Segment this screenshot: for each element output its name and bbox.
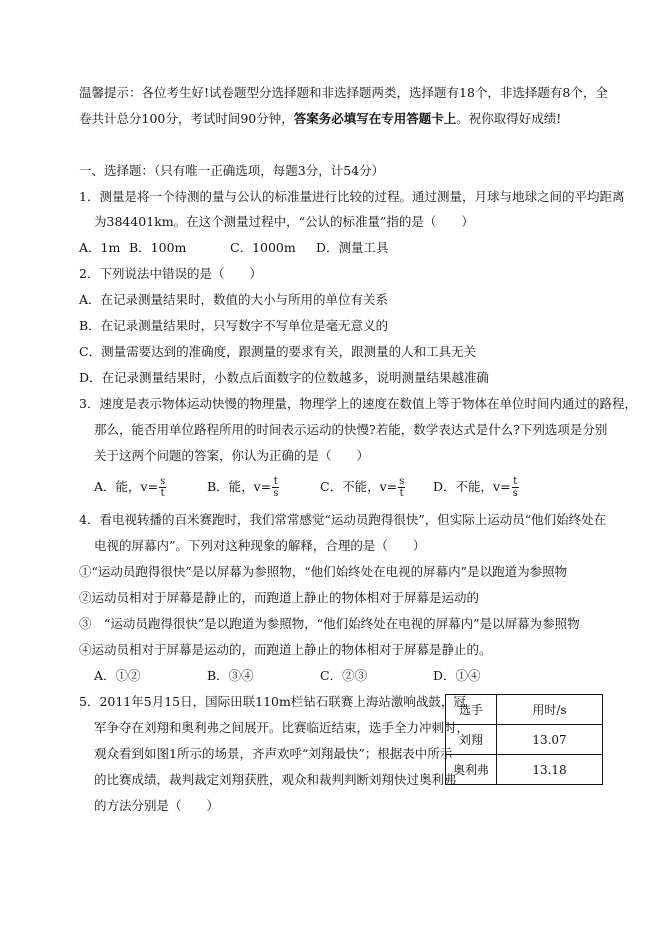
tip-bold-notice: 答案务必填写在专用答题卡上 [293, 111, 457, 126]
table-row [446, 725, 603, 755]
q3-option-d-fraction [512, 476, 519, 499]
q5-line-4: 的比赛成绩，裁判裁定刘翔获胜，观众和裁判判断刘翔快过奥利弗 [94, 772, 457, 787]
fraction-numerator: s [399, 476, 405, 487]
q3-option-d [433, 476, 519, 499]
fraction-numerator: t [273, 476, 278, 487]
fraction-denominator: t [399, 488, 404, 499]
q3-option-c [320, 476, 405, 499]
fraction-denominator: s [273, 488, 279, 499]
table-header-cell: 用时/s [497, 695, 603, 725]
tip-line-1: 温馨提示：各位考生好!试卷题型分选择题和非选择题两类，选择题有18个，非选择题有8个，全 [79, 85, 608, 100]
q1-option-c: C．1000m [230, 240, 296, 255]
q1-option-d: D．测量工具 [316, 240, 389, 255]
q1-option-b: B．100m [129, 240, 187, 255]
q2-option-d: D．在记录测量结果时，小数点后面数字的位数越多，说明测量结果越准确 [79, 370, 490, 385]
q3-option-b-label: B．能，v= [207, 479, 272, 494]
q5-line-2: 军争夺在刘翔和奥利弗之间展开。比赛临近结束，选手全力冲刺时， [94, 720, 470, 735]
q3-line-2: 那么，能否用单位路程所用的时间表示运动的快慢?若能，数学表达式是什么?下列选项是分别 [94, 422, 608, 437]
tip-line-2-post: 。祝你取得好成绩! [456, 111, 562, 126]
tip-line-2 [79, 111, 561, 127]
q3-option-c-label: C．不能，v= [320, 479, 398, 494]
fraction-denominator: s [512, 488, 518, 499]
fraction-numerator: s [160, 476, 166, 487]
q5-line-3: 观众看到如图1所示的场景，齐声欢呼“刘翔最快”；根据表中所示 [94, 746, 453, 761]
table-header-cell: 选手 [446, 695, 497, 725]
table-row [446, 755, 603, 785]
q2-option-a: A．在记录测量结果时，数值的大小与所用的单位有关系 [79, 292, 389, 307]
results-table [445, 694, 603, 785]
q3-option-c-fraction [398, 476, 405, 499]
q2-option-b: B．在记录测量结果时，只写数字不写单位是毫无意义的 [79, 318, 389, 333]
q4-option-b: B．③④ [207, 668, 254, 683]
q1-line-2: 为384401km。在这个测量过程中，“公认的标准量”指的是（ ） [94, 214, 474, 229]
table-cell-time: 13.18 [497, 755, 603, 785]
q3-option-b-fraction [272, 476, 279, 499]
table-cell-time: 13.07 [497, 725, 603, 755]
fraction-denominator: t [160, 488, 165, 499]
section-heading: 一、选择题：（只有唯一正确选项，每题3分，计54分） [79, 163, 385, 178]
fraction-numerator: t [513, 476, 518, 487]
q4-statement-1: ①“运动员跑得很快”是以屏幕为参照物，“他们始终处在电视的屏幕内”是以跑道为参照物 [79, 564, 568, 579]
q3-option-a-fraction [159, 476, 166, 499]
q4-statement-3: ③ “运动员跑得很快”是以跑道为参照物，“他们始终处在电视的屏幕内”是以屏幕为参照物 [79, 616, 580, 631]
q3-option-a [94, 476, 166, 499]
q2-option-c: C．测量需要达到的准确度，跟测量的要求有关，跟测量的人和工具无关 [79, 344, 477, 359]
q4-line-2: 电视的屏幕内”。下列对这种现象的解释，合理的是（ ） [94, 538, 426, 553]
q1-line-1: 1．测量是将一个待测的量与公认的标准量进行比较的过程。通过测量，月球与地球之间的平均距离 [79, 189, 625, 204]
q5-line-5: 的方法分别是（ ） [94, 798, 220, 813]
q3-option-a-label: A．能，v= [94, 479, 159, 494]
q4-option-c: C．②③ [320, 668, 368, 683]
table-header-row [446, 695, 603, 725]
q4-line-1: 4．看电视转播的百米赛跑时，我们常常感觉“运动员跑得很快”，但实际上运动员“他们始终处在 [79, 512, 607, 527]
q3-option-b [207, 476, 279, 499]
table-cell-name: 刘翔 [446, 725, 497, 755]
q5-line-1: 5．2011年5月15日，国际田联110m栏钻石联赛上海站激响战鼓，冠 [79, 694, 466, 709]
tip-line-2-pre: 卷共计总分100分，考试时间90分钟， [79, 111, 294, 126]
q3-line-1: 3．速度是表示物体运动快慢的物理量，物理学上的速度在数值上等于物体在单位时间内通过的路程， [79, 396, 637, 411]
q3-option-d-label: D．不能，v= [433, 479, 511, 494]
table-cell-name: 奥利弗 [446, 755, 497, 785]
q4-statement-4: ④运动员相对于屏幕是运动的，而跑道上静止的物体相对于屏幕是静止的。 [79, 642, 492, 657]
q1-option-a: A．1m [79, 240, 121, 255]
q4-statement-2: ②运动员相对于屏幕是静止的，而跑道上静止的物体相对于屏幕是运动的 [79, 590, 480, 605]
q4-option-d: D．①④ [433, 668, 481, 683]
q2-stem: 2．下列说法中错误的是（ ） [79, 266, 262, 281]
q4-option-a: A．①② [94, 668, 141, 683]
q3-line-3: 关于这两个问题的答案，你认为正确的是（ ） [94, 448, 370, 463]
